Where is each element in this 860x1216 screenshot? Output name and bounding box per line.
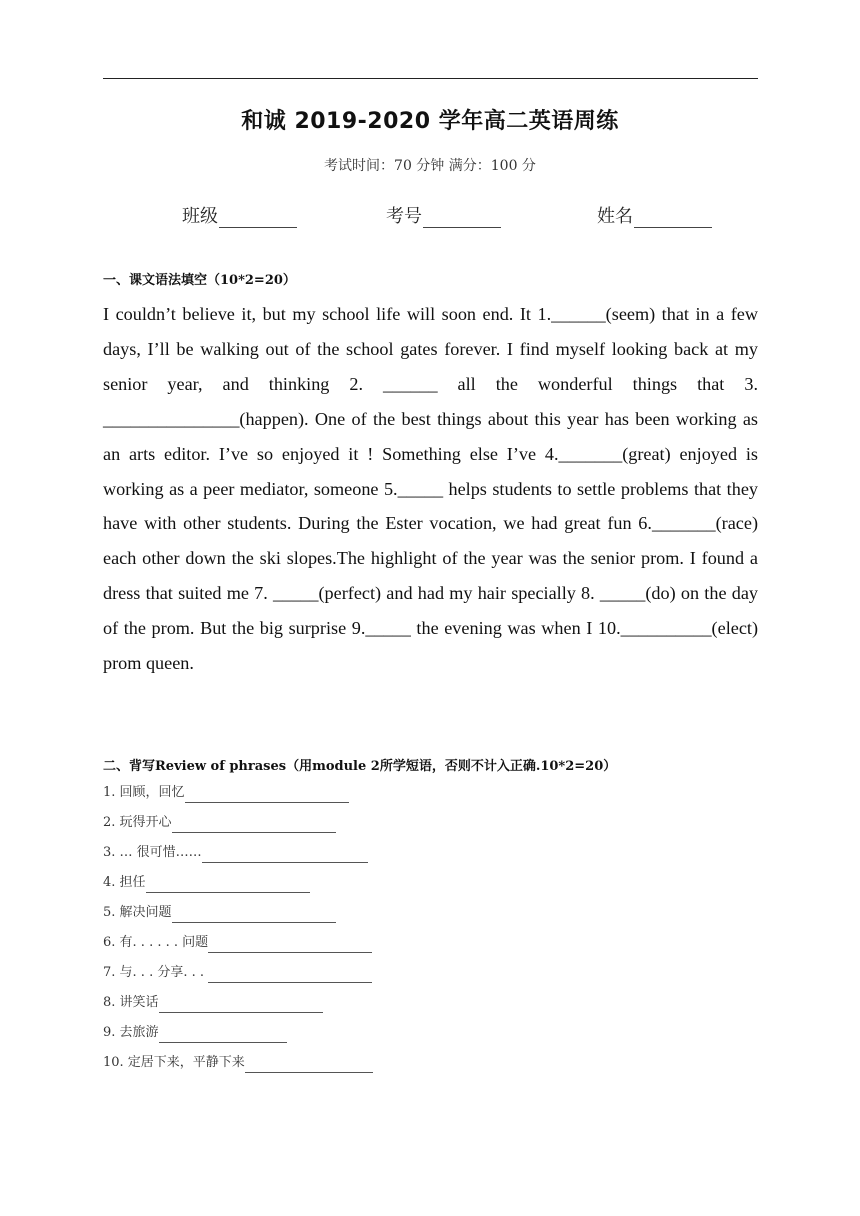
answer-blank[interactable]	[146, 878, 310, 893]
answer-blank[interactable]	[159, 998, 323, 1013]
header-rule	[103, 78, 758, 79]
phrase-text: 3. … 很可惜……	[103, 845, 202, 860]
class-label: 班级	[182, 206, 218, 227]
answer-blank[interactable]	[172, 818, 336, 833]
answer-blank[interactable]	[245, 1058, 373, 1073]
phrase-text: 6. 有. . . . . . 问题	[103, 935, 209, 950]
phrase-item	[103, 1053, 373, 1073]
phrase-item	[103, 903, 336, 923]
name-blank[interactable]	[634, 209, 712, 228]
name-field	[597, 202, 712, 228]
phrase-text: 2. 玩得开心	[103, 815, 172, 830]
class-field	[182, 202, 297, 228]
phrase-item	[103, 933, 372, 953]
page-title: 和诚 2019-2020 学年高二英语周练	[241, 109, 619, 134]
answer-blank[interactable]	[185, 788, 349, 803]
phrase-text: 7. 与. . . 分享. . .	[103, 965, 209, 980]
section2-heading: 二、背写Review of phrases（用module 2所学短语，否则不计入正确.10*2=20）	[103, 759, 617, 774]
number-field	[386, 202, 501, 228]
exam-info: 考试时间：70 分钟 满分：100 分	[324, 158, 536, 174]
phrase-text: 1. 回顾，回忆	[103, 785, 185, 800]
phrase-item	[103, 783, 349, 803]
phrase-item	[103, 1023, 287, 1043]
phrase-item	[103, 813, 336, 833]
section1-heading: 一、课文语法填空（10*2=20）	[103, 273, 296, 288]
phrase-item	[103, 873, 310, 893]
phrase-text: 5. 解决问题	[103, 905, 172, 920]
answer-blank[interactable]	[172, 908, 336, 923]
answer-blank[interactable]	[202, 848, 368, 863]
answer-blank[interactable]	[208, 938, 372, 953]
name-label: 姓名	[597, 206, 633, 227]
phrase-item	[103, 993, 323, 1013]
answer-blank[interactable]	[159, 1028, 287, 1043]
class-blank[interactable]	[219, 209, 297, 228]
number-blank[interactable]	[423, 209, 501, 228]
phrase-text: 4. 担任	[103, 875, 146, 890]
number-label: 考号	[386, 206, 422, 227]
cloze-passage: I couldn’t believe it, but my school life will soon end. It 1.______(seem) that in a few days, I’ll be walking out of the school gates forever. I find myself looking back at my senior year, and thinking 2. ______ all the wonderful things that 3. _______________(happen). One of the best things about this year has been working as an arts editor. I’ve so enjoyed it ! Something else I’ve 4._______(great) enjoyed is working as a peer mediator, someone 5._____ helps students to settle problems that they have with other students. During the Ester vocation, we had great fun 6._______(race) each other down the ski slopes.The highlight of the year was the senior prom. I found a dress that suited me 7. _____(perfect) and had my hair specially 8. _____(do) on the day of the prom. But the big surprise 9._____ the evening was when I 10.__________(elect) prom queen.	[103, 304, 758, 674]
phrase-text: 8. 讲笑话	[103, 995, 159, 1010]
phrase-text: 10. 定居下来，平静下来	[103, 1055, 245, 1070]
phrase-item	[103, 843, 368, 863]
answer-blank[interactable]	[208, 968, 372, 983]
phrase-text: 9. 去旅游	[103, 1025, 159, 1040]
phrase-item	[103, 963, 372, 983]
